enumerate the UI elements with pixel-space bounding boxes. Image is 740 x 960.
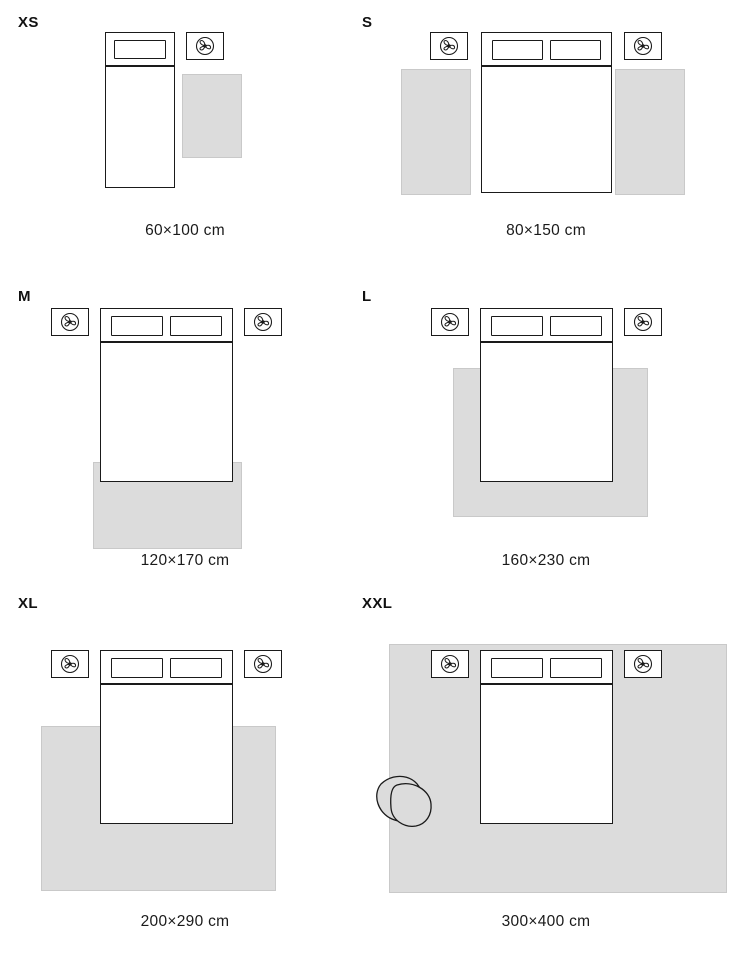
- double-bed-xxl: [480, 684, 613, 824]
- dimension-label-s: 80×150 cm: [506, 222, 586, 239]
- size-cell-s: [352, 0, 740, 262]
- pillow-xxl-left: [491, 658, 543, 678]
- pillow-xs: [114, 40, 166, 59]
- scene-xxl: [352, 646, 740, 936]
- pillow-m-right: [170, 316, 222, 336]
- pillow-xxl-right: [550, 658, 602, 678]
- double-bed-s: [481, 66, 612, 193]
- nightstand-xs: [186, 32, 224, 60]
- lamp-icon: [60, 312, 80, 332]
- nightstand-xxl-left: [431, 650, 469, 678]
- lamp-icon: [60, 654, 80, 674]
- dimension-label-l: 160×230 cm: [501, 552, 591, 569]
- lamp-icon: [440, 654, 460, 674]
- dimension-label-xs: 60×100 cm: [145, 222, 225, 239]
- nightstand-l-right: [624, 308, 662, 336]
- lamp-icon: [439, 36, 459, 56]
- pillow-xl-right: [170, 658, 222, 678]
- size-cell-xxl: [352, 588, 740, 960]
- lamp-icon: [633, 36, 653, 56]
- lamp-icon: [253, 312, 273, 332]
- size-label-xl: XL: [18, 595, 38, 612]
- scene-s: [352, 28, 740, 198]
- lamp-icon: [440, 312, 460, 332]
- double-bed-m: [100, 342, 233, 482]
- lamp-icon: [633, 654, 653, 674]
- dimension-label-xl: 200×290 cm: [140, 913, 230, 930]
- size-label-l: L: [362, 288, 372, 305]
- double-bed-l: [480, 342, 613, 482]
- nightstand-s-right: [624, 32, 662, 60]
- lamp-icon: [253, 654, 273, 674]
- armchair-xxl: [364, 756, 454, 846]
- nightstand-xxl-right: [624, 650, 662, 678]
- nightstand-m-right: [244, 308, 282, 336]
- size-label-xs: XS: [18, 14, 39, 31]
- single-bed-xs: [105, 66, 175, 188]
- pillow-l-left: [491, 316, 543, 336]
- size-label-m: M: [18, 288, 31, 305]
- rug-s-left: [401, 69, 471, 195]
- double-bed-xl: [100, 684, 233, 824]
- scene-l: [352, 304, 740, 544]
- size-cell-xl: [0, 588, 370, 960]
- size-cell-m: [0, 276, 370, 576]
- rug-xs: [182, 74, 242, 158]
- nightstand-xl-left: [51, 650, 89, 678]
- dimension-label-xxl: 300×400 cm: [501, 913, 591, 930]
- size-label-s: S: [362, 14, 373, 31]
- nightstand-xl-right: [244, 650, 282, 678]
- lamp-icon: [195, 36, 215, 56]
- armchair-icon: [364, 756, 454, 846]
- pillow-xl-left: [111, 658, 163, 678]
- nightstand-s-left: [430, 32, 468, 60]
- size-cell-l: [352, 276, 740, 576]
- scene-xs: [0, 28, 370, 198]
- size-cell-xs: [0, 0, 373, 262]
- nightstand-l-left: [431, 308, 469, 336]
- scene-m: [0, 304, 370, 544]
- pillow-l-right: [550, 316, 602, 336]
- pillow-s-left: [492, 40, 543, 60]
- scene-xl: [0, 646, 370, 936]
- pillow-s-right: [550, 40, 601, 60]
- rug-s-right: [615, 69, 685, 195]
- lamp-icon: [633, 312, 653, 332]
- pillow-m-left: [111, 316, 163, 336]
- nightstand-m-left: [51, 308, 89, 336]
- size-label-xxl: XXL: [362, 595, 393, 612]
- dimension-label-m: 120×170 cm: [140, 552, 230, 569]
